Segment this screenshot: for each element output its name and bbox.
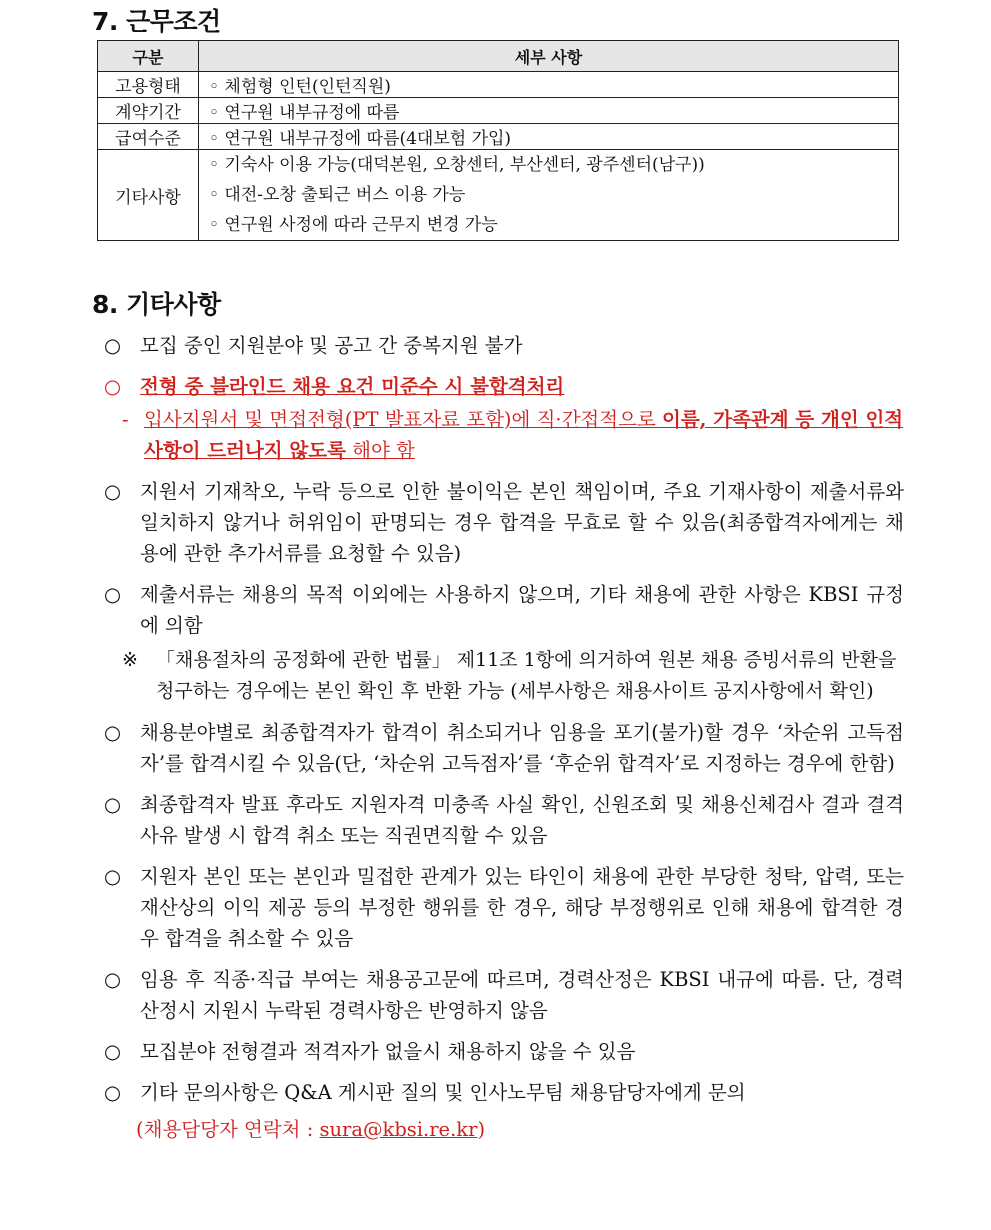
circle-bullet-icon: ○	[104, 793, 122, 816]
item-text: 지원서 기재착오, 누락 등으로 인한 불이익은 본인 책임이며, 주요 기재사항이 제출서류와 일치하지 않거나 허위임이 판명되는 경우 합격을 무효로 할 수 있음(최종합격자에게는 채용에 관한 추가서류를 요청할 수 있음)	[140, 480, 904, 565]
list-item	[104, 1036, 904, 1067]
table-row	[98, 124, 899, 150]
row-detail: ◦ 연구원 내부규정에 따름	[199, 98, 899, 124]
list-item	[104, 1077, 904, 1108]
row-label: 급여수준	[98, 124, 199, 150]
list-item	[104, 476, 904, 569]
list-item	[104, 964, 904, 1026]
section-8-heading: 8. 기타사항	[92, 290, 221, 319]
item-text: 지원자 본인 또는 본인과 밀접한 관계가 있는 타인이 채용에 관한 부당한 청탁, 압력, 또는 재산상의 이익 제공 등의 부정한 행위를 한 경우, 해당 부정행위로 인해 채용에 합격한 경우 합격을 취소할 수 있음	[140, 865, 904, 950]
item-text: 최종합격자 발표 후라도 지원자격 미충족 사실 확인, 신원조회 및 채용신체검사 결과 결격사유 발생 시 합격 취소 또는 직권면직할 수 있음	[140, 793, 904, 847]
circle-bullet-icon: ○	[104, 480, 122, 503]
circle-bullet-icon: ○	[104, 1040, 122, 1063]
row-label: 계약기간	[98, 98, 199, 124]
contact-line	[104, 1114, 904, 1145]
detail-line: ◦ 기숙사 이용 가능(대덕본원, 오창센터, 부산센터, 광주센터(남구))	[209, 155, 705, 175]
work-conditions-table	[97, 40, 899, 241]
row-label: 기타사항	[98, 150, 199, 241]
row-detail: ◦ 체험형 인턴(인턴직원)	[199, 72, 899, 98]
row-detail: ◦ 연구원 내부규정에 따름(4대보험 가입)	[199, 124, 899, 150]
circle-bullet-icon: ○	[104, 968, 122, 991]
table-row	[98, 150, 899, 241]
circle-bullet-icon: ○	[104, 865, 122, 888]
list-item	[104, 861, 904, 954]
other-notes-list	[104, 330, 904, 1145]
blind-hiring-detail	[104, 404, 904, 466]
blind-detail-part1: 입사지원서 및 면접전형(PT 발표자료 포함)에 직·간접적으로	[144, 408, 662, 431]
note-item	[104, 645, 904, 707]
list-item	[104, 717, 904, 779]
circle-bullet-icon: ○	[104, 334, 122, 357]
contact-email-link[interactable]: sura@kbsi.re.kr	[319, 1118, 478, 1141]
table-row	[98, 72, 899, 98]
blind-detail-part2: 이름, 가족관계 등 개인 인적사항이 드러나지 않도록	[144, 408, 904, 462]
blind-detail-part3: 해야 함	[345, 439, 415, 462]
table-row	[98, 98, 899, 124]
detail-line: ◦ 연구원 사정에 따라 근무지 변경 가능	[209, 215, 498, 235]
table-header-category: 구분	[98, 41, 199, 72]
table-header-row	[98, 41, 899, 72]
circle-bullet-icon: ○	[104, 583, 122, 606]
table-header-details: 세부 사항	[199, 41, 899, 72]
blind-hiring-text: 전형 중 블라인드 채용 요건 미준수 시 불합격처리	[140, 375, 565, 398]
item-text: 채용분야별로 최종합격자가 합격이 취소되거나 임용을 포기(불가)할 경우 ‘차순위 고득점자’를 합격시킬 수 있음(단, ‘차순위 고득점자’를 ‘후순위 합격자’로 지정하는 경우에 한함)	[140, 721, 904, 775]
list-item	[104, 330, 904, 361]
row-label: 고용형태	[98, 72, 199, 98]
list-item	[104, 789, 904, 851]
circle-bullet-icon: ○	[104, 375, 122, 398]
contact-prefix: (채용담당자 연락처 :	[136, 1118, 320, 1141]
row-detail	[199, 150, 899, 241]
item-text: 제출서류는 채용의 목적 이외에는 사용하지 않으며, 기타 채용에 관한 사항은 KBSI 규정에 의함	[140, 583, 904, 637]
item-text: 모집 중인 지원분야 및 공고 간 중복지원 불가	[140, 334, 523, 357]
detail-line: ◦ 대전-오창 출퇴근 버스 이용 가능	[209, 185, 466, 205]
list-item	[104, 371, 904, 402]
item-text: 모집분야 전형결과 적격자가 없을시 채용하지 않을 수 있음	[140, 1040, 636, 1063]
section-7-heading: 7. 근무조건	[92, 7, 221, 36]
circle-bullet-icon: ○	[104, 1081, 122, 1104]
item-text: 기타 문의사항은 Q&A 게시판 질의 및 인사노무팀 채용담당자에게 문의	[140, 1081, 746, 1104]
reference-mark-icon: ※	[122, 649, 138, 671]
item-text: 임용 후 직종·직급 부여는 채용공고문에 따르며, 경력산정은 KBSI 내규에 따름. 단, 경력산정시 지원시 누락된 경력사항은 반영하지 않음	[140, 968, 904, 1022]
note-text: 「채용절차의 공정화에 관한 법률」 제11조 1항에 의거하여 원본 채용 증빙서류의 반환을 청구하는 경우에는 본인 확인 후 반환 가능 (세부사항은 채용사이트 공지사항에서 확인)	[156, 649, 897, 702]
list-item	[104, 579, 904, 641]
circle-bullet-icon: ○	[104, 721, 122, 744]
contact-suffix: )	[477, 1118, 486, 1141]
dash-icon: -	[122, 408, 129, 431]
